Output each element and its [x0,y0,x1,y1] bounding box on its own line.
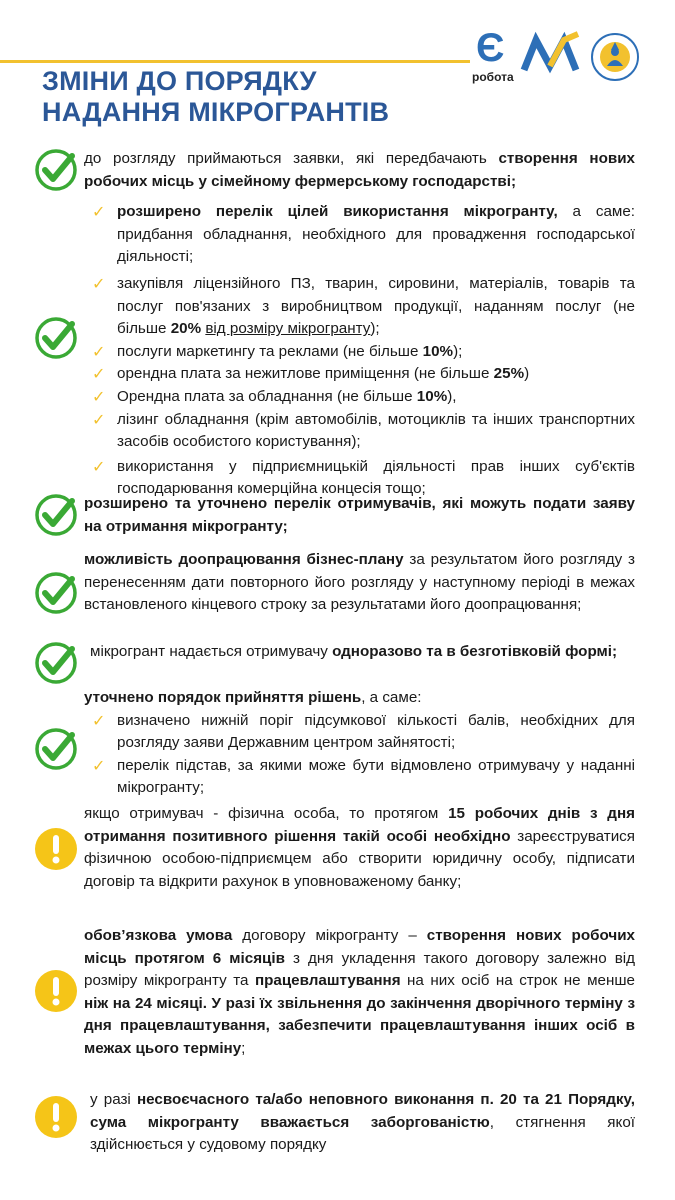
section-debt-recovery: у разі несвоєчасного та/або неповного виконання п. 20 та 21 Порядку, сума мікрогранту вважається заборгованістю, стягнення якої здійснюється у судовому порядку [0,1089,675,1159]
list-item: ✓ закупівля ліцензійного ПЗ, тварин, сировини, матеріалів, товарів та послуг пов'язаних з виробництвом продукції, наданням послуг (не більше 20% від розміру мікрогранту); [92,274,635,338]
employment-service-seal [590,32,640,82]
list-item: ✓ перелік підстав, за якими може бути відмовлено отримувачу у наданні мікрогранту; [92,756,635,797]
page-title: ЗМІНИ ДО ПОРЯДКУ НАДАННЯ МІКРОГРАНТІВ [42,66,390,127]
list-item: ✓ визначено нижній поріг підсумкової кількості балів, необхідних для розгляду заяви Державним центром зайнятості; [92,711,635,752]
section-mandatory-condition: обов’язкова умова договору мікрогранту – створення нових робочих місць протягом 6 місяців з дня укладення такого договору залежно від розміру мікрогранту та працевлаштування на них осіб на строк не менше ніж на 24 місяці. У разі їх звільнення до закінчення дворічного терміну з дня працевлаштування, забезпечити працевлаштування інших осіб в межах цього терміну; [0,925,675,1085]
check-circle-icon [34,571,78,615]
exclamation-circle-icon [34,827,78,871]
check-circle-icon [34,316,78,360]
section-registration-deadline: якщо отримувач - фізична особа, то протягом 15 робочих днів з дня отримання позитивного рішення такій особі необхідно зареєструватися фізичною особою-підприємцем або створити юридичну особу, підписати договір та відкрити рахунок в уповноваженому банку; [0,803,675,917]
check-circle-icon [34,641,78,685]
tick-icon: ✓ [92,275,106,293]
section-decision-procedure: уточнено порядок прийняття рішень, а саме: ✓ визначено нижній поріг підсумкової кількості балів, необхідних для розгляду заяви Державним центром зайнятості; ✓ перелік підстав, за якими може бути відмовлено отримувачу у наданні мікрогранту; [0,687,675,803]
logos [472,26,647,86]
list-item: ✓ використання у підприємницькій діяльності прав інших суб'єктів господарювання комерційна концесія тощо; [92,457,635,498]
check-circle-icon [34,727,78,771]
content [0,148,675,1159]
list-item: ✓ послуги маркетингу та реклами (не більше 10%); [92,342,463,361]
list-item: ✓ розширено перелік цілей використання мікрогранту, а саме: придбання обладнання, необхідного для провадження господарської діяльності; [92,203,635,266]
tick-icon: ✓ [92,411,106,429]
section-one-time-payment: мікрогрант надається отримувачу одноразово та в безготівковій формі; [0,641,675,687]
ministry-logo [520,30,582,82]
exclamation-circle-icon [34,969,78,1013]
tick-icon: ✓ [92,366,106,384]
tick-icon: ✓ [92,757,106,775]
tick-icon: ✓ [92,343,106,361]
section-recipients: розширено та уточнено перелік отримувачів, які можуть подати заяву на отримання мікрогранту; [0,493,675,545]
tick-icon: ✓ [92,712,106,730]
tick-icon: ✓ [92,388,106,406]
e-robota-logo: Є робота [472,26,514,84]
check-circle-icon [34,148,78,192]
list-item: ✓ Орендна плата за обладнання (не більше 10%), [92,387,457,406]
tick-icon: ✓ [92,458,106,476]
list-item: ✓ лізинг обладнання (крім автомобілів, мотоциклів та інших транспортних засобів особистого користування); [92,410,635,451]
exclamation-circle-icon [34,1095,78,1139]
section-fermer-eligibility [0,148,675,498]
tick-icon: ✓ [92,204,106,222]
section-text: до розгляду приймаються заявки, які передбачають створення нових робочих місць у сімейному фермерському господарстві; [84,150,635,190]
header-rule [0,60,470,63]
section-business-plan: можливість доопрацювання бізнес-плану за результатом його розгляду з перенесенням дати повторного його розгляду у наступному періоді в межах встановленого кінцевого строку за результатами його доопрацювання; [0,549,675,641]
list-item: ✓ орендна плата за нежитлове приміщення (не більше 25%) [92,365,530,384]
check-circle-icon [34,493,78,537]
